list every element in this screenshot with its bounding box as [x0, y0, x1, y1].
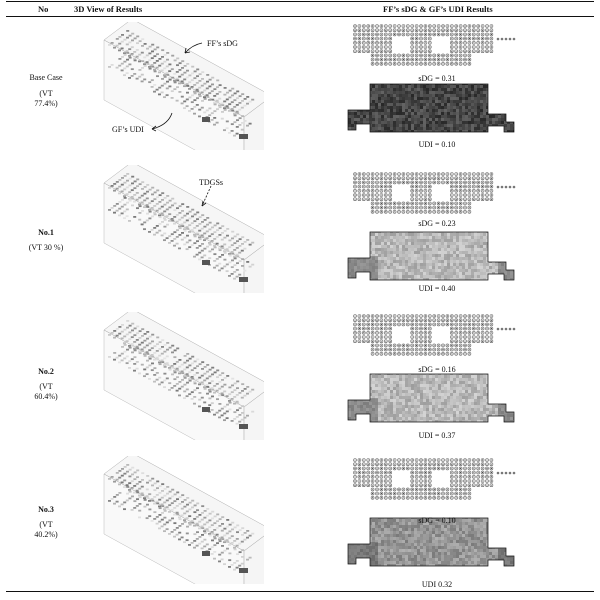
udi-map [348, 230, 528, 287]
3d-view-no3 [94, 456, 264, 584]
header-results: FF’s sDG & GF’s UDI Results [383, 4, 493, 14]
header-no: No [38, 4, 49, 14]
results-no2 [330, 312, 550, 450]
udi-caption-no1: UDI = 0.40 [418, 284, 456, 293]
sdg-map [354, 173, 516, 214]
case-vt: (VT 30 %) [28, 243, 64, 252]
udi-caption-no2: UDI = 0.37 [418, 431, 456, 440]
case-name: Base Case [29, 73, 63, 82]
building-model [104, 456, 264, 584]
case-name: No.2 [38, 367, 54, 376]
row-label-no3 [16, 505, 76, 540]
header-3d-view: 3D View of Results [74, 4, 143, 14]
sdg-map [354, 459, 516, 500]
3d-view-no2 [94, 312, 264, 440]
udi-map [348, 372, 528, 429]
udi-caption-no3: UDI 0.32 [421, 580, 453, 589]
case-vt: (VT 40.2%) [34, 520, 58, 539]
row-label-no1 [16, 228, 76, 253]
table-top-rule [6, 1, 594, 2]
row-label-no2 [16, 367, 76, 402]
case-vt: (VT 77.4%) [34, 89, 58, 108]
annotation-ff-sdg: FF’s sDG [207, 39, 238, 48]
annotation-arrows [90, 25, 280, 225]
row-label-base-case [16, 73, 76, 109]
results-no3 [330, 456, 550, 594]
building-model [104, 312, 264, 440]
sdg-map [354, 25, 516, 66]
annotation-gf-udi: GF’s UDI [112, 125, 144, 134]
sdg-map [354, 315, 516, 356]
header-rule [6, 16, 594, 17]
udi-caption-base-case: UDI = 0.10 [418, 140, 456, 149]
case-name: No.3 [38, 505, 54, 514]
sdg-caption-no3: sDG = 0.10 [418, 516, 456, 525]
sdg-caption-no1: sDG = 0.23 [418, 219, 456, 228]
case-vt: (VT 60.4%) [34, 382, 58, 401]
annotation-tdgss: TDGSs [199, 178, 224, 187]
udi-map [348, 82, 522, 139]
sdg-caption-base-case: sDG = 0.31 [418, 74, 456, 83]
sdg-caption-no2: sDG = 0.16 [418, 365, 456, 374]
case-name: No.1 [38, 228, 54, 237]
